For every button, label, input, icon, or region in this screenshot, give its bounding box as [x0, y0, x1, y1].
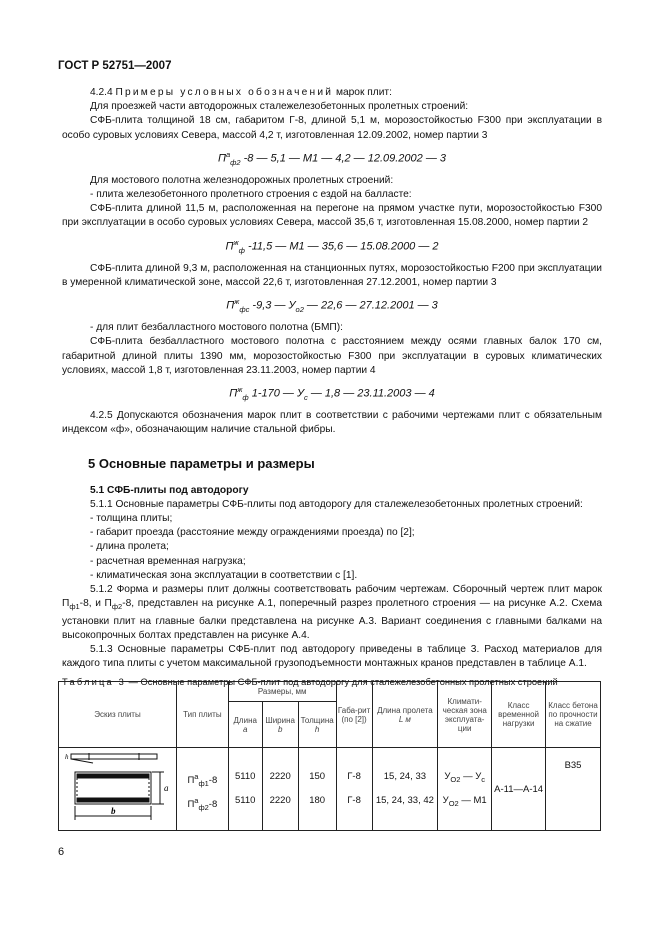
- list-item: - расчетная временная нагрузка;: [90, 555, 246, 567]
- sketch-label-a: a: [164, 783, 169, 793]
- section-4-2-4-heading: 4.2.4 Примеры условных обозначений марок плит:: [90, 87, 392, 98]
- section-5-1-heading: 5.1 СФБ-плиты под автодорогу: [90, 484, 249, 496]
- paragraph: - для плит безбалластного мостового полотна (БМП):: [90, 322, 343, 334]
- document-body: [62, 86, 602, 690]
- header-climate: Климати-ческая зона эксплуата-ции: [438, 682, 492, 748]
- paragraph: СФБ-плита длиной 9,3 м, расположенная на станционных путях, морозостойкостью F200 при эксплуатации в умеренной климатической зоне, массой 22,6 т, изготовленная 27.12.2001, номер партии 3: [62, 262, 602, 288]
- section-5-1-1-intro: 5.1.1 Основные параметры СФБ-плиты под автодорогу для сталежелезобетонных пролетных строений:: [90, 498, 583, 510]
- page-number: 6: [58, 846, 65, 858]
- header-thickness: Толщина h: [298, 702, 336, 748]
- sketch-cell: [59, 748, 177, 831]
- list-item: - климатическая зона эксплуатации в соответствии с [1].: [90, 569, 358, 581]
- header-span: Длина пролета L м: [372, 682, 438, 748]
- concrete-cell: В35: [546, 748, 601, 831]
- formula-4: $П^ж_ф$ 1-170 — $У_с$ — 1,8 — 23.11.2003 — 4: [229, 384, 435, 402]
- parameters-table: [58, 681, 601, 831]
- section-5-1-2: 5.1.2 Форма и размеры плит должны соответствовать рабочим чертежам. Сборочный чертеж плит марок $П_{ф1}-8$, и $П_{ф2}-8$, представлен на рисунке А.1, поперечный разрез пролетного строения — на рисунке А.2. Схема установки плит на главные балки представлена на рисунке А.3. Вариант соединения с главными балками на высокопрочных болтах представлен на рисунке А.4.: [62, 584, 602, 641]
- formula-3: $П^ж_{фс}$ -9,3 — $У_{о2}$ — 22,6 — 27.12.2001 — 3: [226, 297, 438, 314]
- paragraph: - плита железобетонного пролетного строения с ездой на балласте:: [90, 189, 412, 201]
- sketch-label-h: h: [65, 753, 69, 761]
- section-5-1-3: 5.1.3 Основные параметры СФБ-плит под автодорогу приведены в таблице 3. Расход материалов для каждого типа плиты с учетом максимальной грузоподъемности монтажных кранов представлен в таблице А.1.: [62, 643, 602, 670]
- slab-section-taper: [71, 759, 93, 763]
- table-row-2-type: $П^а_{ф2}-8$: [187, 796, 218, 813]
- list-item: - длина пролета;: [90, 541, 169, 553]
- width-cell: 2220 2220: [262, 748, 298, 831]
- header-dimensions: Размеры, мм: [228, 682, 336, 702]
- paragraph: Для мостового полотна железнодорожных пролетных строений:: [90, 174, 394, 186]
- length-cell: 5110 5110: [228, 748, 262, 831]
- header-gabarit: Габа-рит (по [2]): [336, 682, 372, 748]
- table-row-1-type: $П^а_{ф1}-8$: [187, 772, 218, 789]
- section-5-heading: 5 Основные параметры и размеры: [88, 456, 315, 472]
- header-width: Ширина b: [262, 702, 298, 748]
- sketch-label-b: b: [111, 806, 116, 816]
- header-sketch: Эскиз плиты: [59, 682, 177, 748]
- slab-section-outline: [71, 754, 157, 759]
- document-header: ГОСТ Р 52751—2007: [58, 60, 172, 72]
- thickness-cell: 150 180: [298, 748, 336, 831]
- list-item: - габарит проезда (расстояние между ограждениями проезда) по [2];: [90, 527, 415, 539]
- section-4-2-5: 4.2.5 Допускаются обозначения марок плит в соответствии с рабочими чертежами плит с обязательным индексом «ф», обозначающим наличие стальной фибры.: [62, 410, 602, 436]
- list-item: - толщина плиты;: [90, 513, 173, 525]
- paragraph: СФБ-плита безбалластного мостового полотна с расстоянием между осями главных балок 170 см, габаритной длиной плиты 1390 мм, морозостойкостью F300 при эксплуатации в суровых климатических условиях, массой 1,8 т, изготовленная 23.11.2003, номер партии 4: [62, 336, 602, 376]
- table-caption: Таблица 3 — Основные параметры СФБ-плит под автодорогу для сталежелезобетонных пролетных строений: [62, 677, 558, 688]
- header-concrete: Класс бетона по прочности на сжатие: [546, 682, 601, 748]
- climate-cell: $У_{О2}$ — $У_с$ $У_{О2}$ — М1: [438, 748, 492, 831]
- paragraph: Для проезжей части автодорожных сталежелезобетонных пролетных строений:: [90, 101, 469, 113]
- type-cell: [176, 748, 228, 831]
- formula-2: $П^ж_ф$ -11,5 — М1 — 35,6 — 15.08.2000 — 2: [225, 237, 439, 255]
- header-type: Тип плиты: [176, 682, 228, 748]
- load-cell: А-11—А-14: [492, 748, 546, 831]
- header-load: Класс временной нагрузки: [492, 682, 546, 748]
- header-length: Длина a: [228, 702, 262, 748]
- formula-1: $П^а_{ф2}$ -8 — 5,1 — М1 — 4,2 — 12.09.2002 — 3: [217, 149, 447, 167]
- paragraph: СФБ-плита толщиной 18 см, габаритом Г-8, длиной 5,1 м, морозостойкостью F300 при эксплуатации в особо суровых условиях Севера, массой 4,2 т, изготовленная 12.09.2002, номер партии 3: [62, 115, 602, 141]
- paragraph: СФБ-плита длиной 11,5 м, расположенная на перегоне на прямом участке пути, морозостойкостью F300 при эксплуатации в особо суровых условиях Севера, массой 35,6 т, изготовленная 15.08.2000, номер партии 2: [62, 203, 602, 229]
- gabarit-cell: Г-8 Г-8: [336, 748, 372, 831]
- span-cell: 15, 24, 33 15, 24, 33, 42: [372, 748, 438, 831]
- slab-sketch-diagram: [63, 750, 171, 826]
